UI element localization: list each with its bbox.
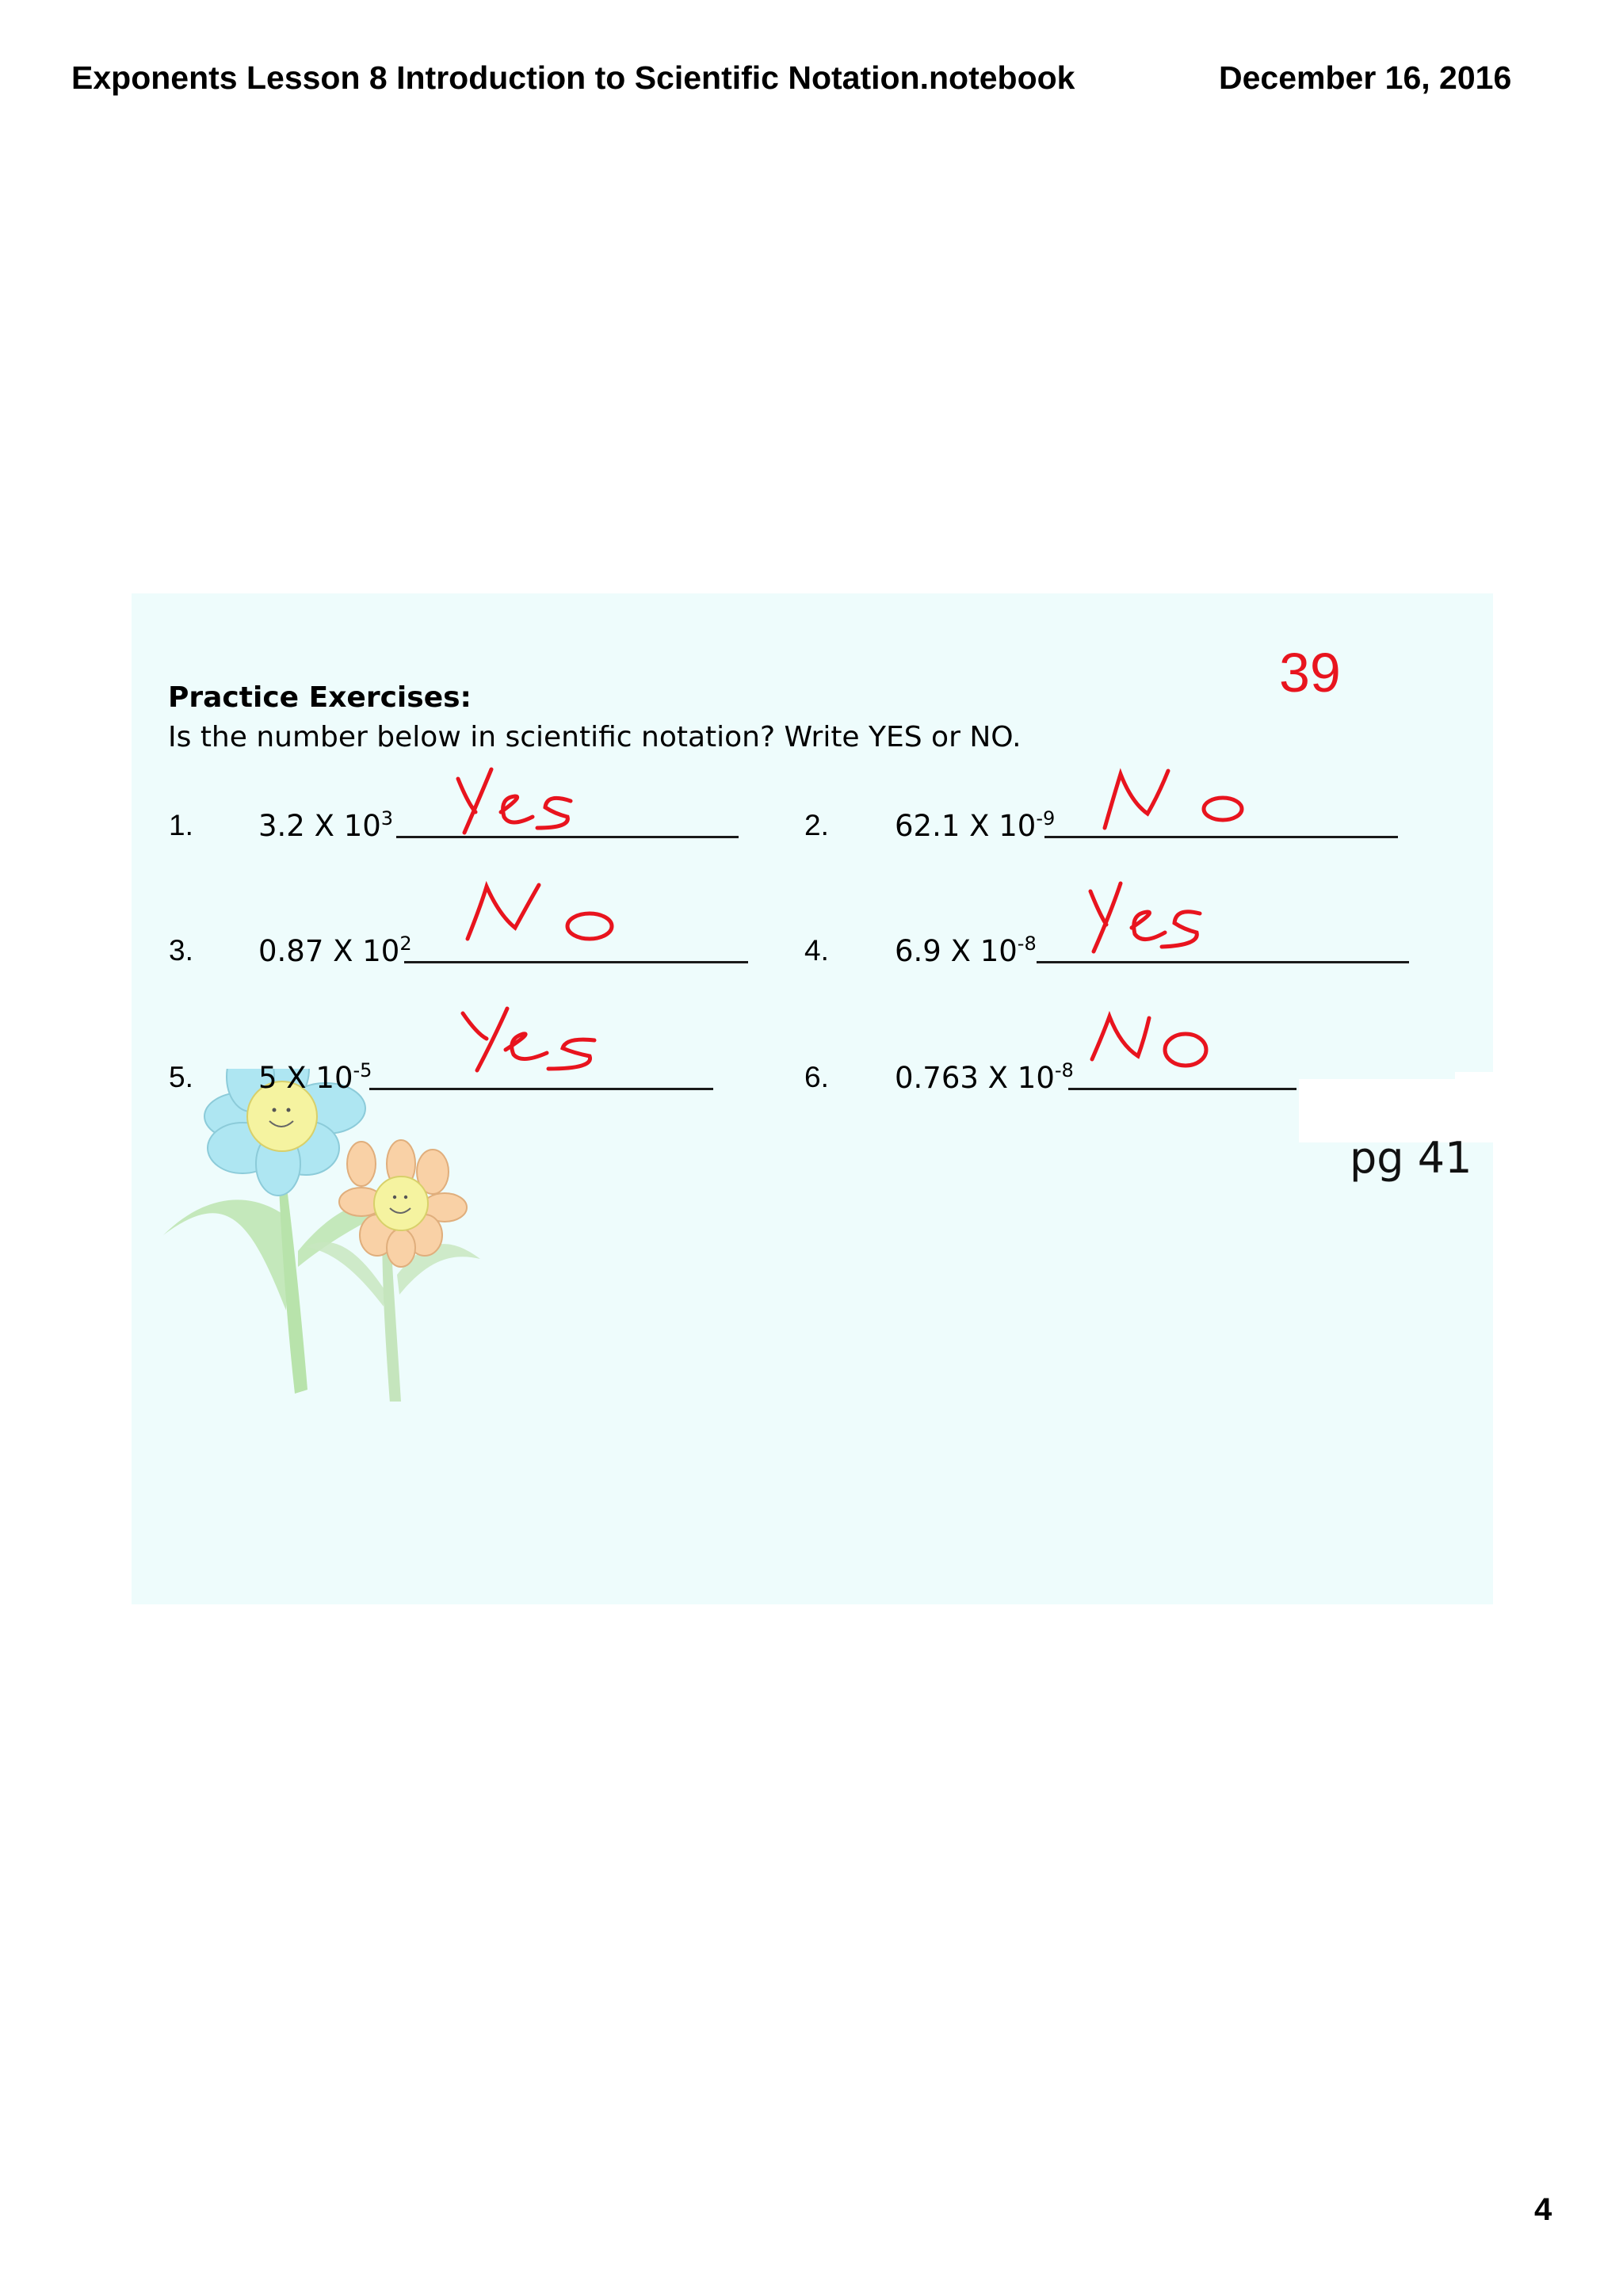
practice-instructions: Is the number below in scientific notation? Write YES or NO. [168, 721, 1022, 753]
handwritten-answer-no [1100, 763, 1258, 834]
exercise-number: 5. [169, 1061, 193, 1093]
exercise-number: 6. [804, 1061, 829, 1093]
exercise-expression: 6.9 X $10^{-8}$ [895, 933, 1037, 968]
handwritten-answer-no [1087, 1010, 1222, 1081]
answer-blank[interactable] [1037, 961, 1409, 963]
exercise-expression: 5 X $10^{-5}$ [258, 1059, 372, 1095]
flower-illustration [132, 1069, 528, 1402]
practice-title: Practice Exercises: [168, 681, 472, 714]
exercise-number: 2. [804, 809, 829, 841]
exercise-number: 3. [169, 934, 193, 967]
answer-text: Yes [1083, 880, 1084, 881]
answer-blank[interactable] [396, 836, 739, 838]
handwritten-answer-yes [452, 765, 594, 836]
whiteout-patch [1455, 1072, 1493, 1088]
answer-text: No [1087, 1010, 1089, 1011]
slide-number: 39 [1279, 642, 1341, 704]
answer-blank[interactable] [1044, 836, 1398, 838]
exercise-expression: 0.763 X $10^{-8}$ [895, 1059, 1074, 1095]
exercise-expression: 3.2 X $10^3$ [258, 807, 394, 843]
answer-text: No [1100, 763, 1102, 764]
page-reference: pg 41 [1350, 1133, 1472, 1183]
slide-content [132, 593, 1493, 1604]
exercise-expression: 62.1 X $10^{-9}$ [895, 807, 1056, 843]
document-title: Exponents Lesson 8 Introduction to Scientific Notation.notebook [71, 59, 1075, 96]
exercise-number: 4. [804, 934, 829, 967]
document-date: December 16, 2016 [1219, 59, 1512, 96]
answer-blank[interactable] [404, 961, 748, 963]
answer-blank[interactable] [369, 1088, 713, 1090]
exercise-number: 1. [169, 809, 193, 841]
answer-text: No [463, 875, 464, 876]
answer-blank[interactable] [1068, 1088, 1296, 1090]
handwritten-answer-yes [1083, 880, 1217, 959]
exercise-expression: 0.87 X $10^2$ [258, 933, 412, 968]
handwritten-answer-yes [455, 1005, 613, 1077]
handwritten-answer-no [463, 875, 637, 955]
answer-text: Yes [455, 1005, 456, 1006]
page-number: 4 [1534, 2192, 1552, 2227]
